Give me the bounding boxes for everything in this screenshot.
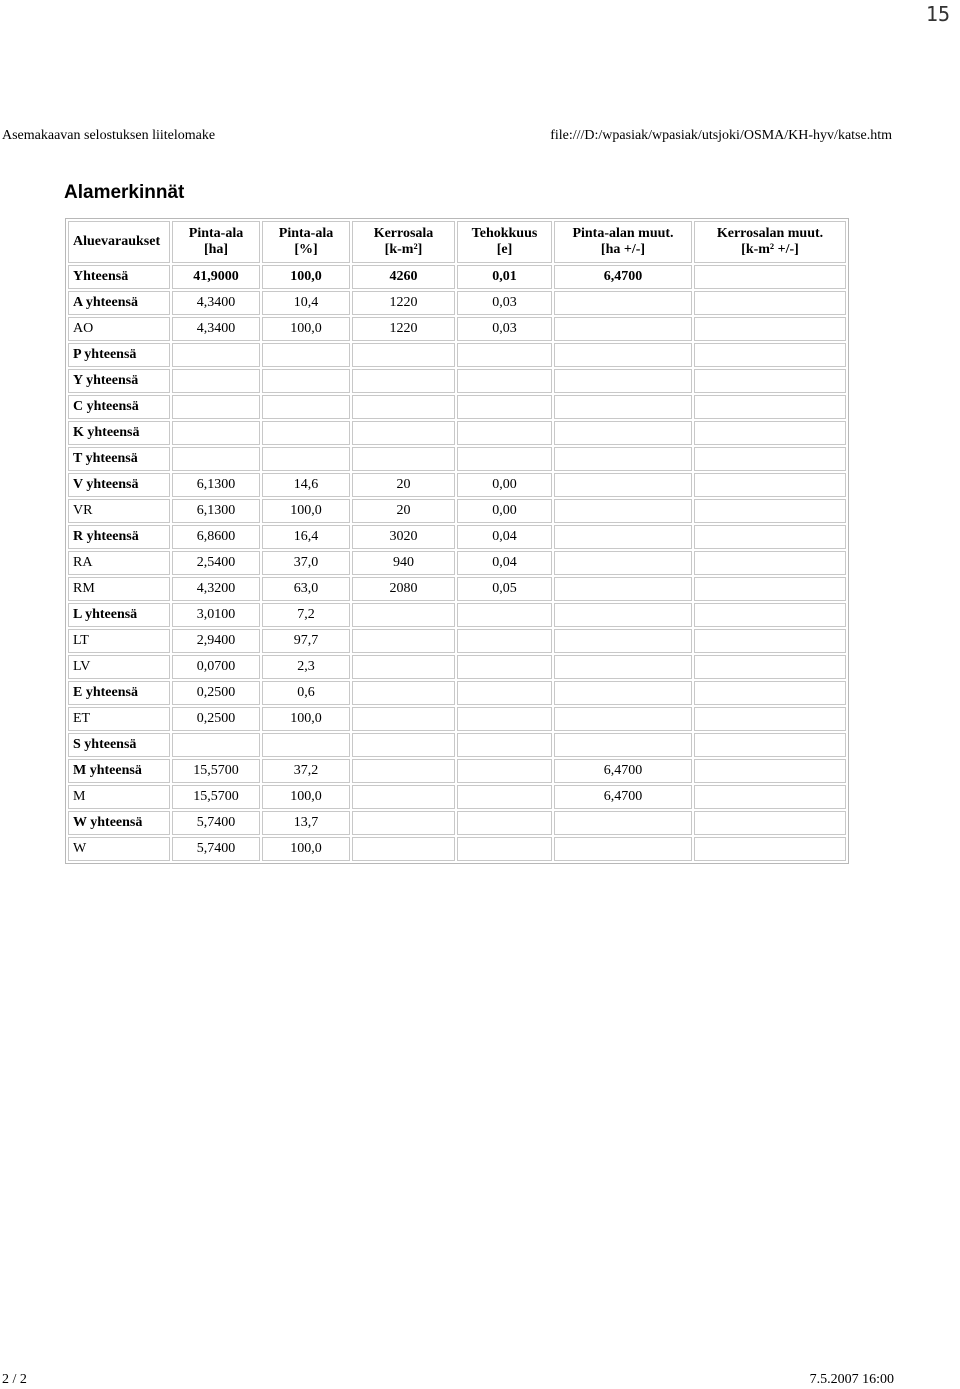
table-cell: [352, 733, 455, 757]
row-label: ET: [68, 707, 170, 731]
table-row: [68, 395, 846, 419]
table-cell: [352, 655, 455, 679]
table-cell: [694, 447, 846, 471]
column-header-line: [k-m² +/-]: [741, 242, 799, 257]
table-row: [68, 577, 846, 601]
table-cell: [352, 395, 455, 419]
table-cell: [554, 395, 692, 419]
table-row: [68, 473, 846, 497]
table-cell: [262, 447, 350, 471]
table-cell: 0,00: [457, 473, 552, 497]
table-cell: [352, 785, 455, 809]
table-cell: [457, 681, 552, 705]
table-cell: 100,0: [262, 499, 350, 523]
column-header-line: [%]: [294, 242, 318, 257]
table-cell: 63,0: [262, 577, 350, 601]
table-cell: [554, 629, 692, 653]
table-cell: [457, 759, 552, 783]
table-cell: [262, 343, 350, 367]
row-label: AO: [68, 317, 170, 341]
table-cell: 15,5700: [172, 785, 260, 809]
column-header-line: Tehokkuus: [471, 226, 538, 241]
table-cell: 100,0: [262, 707, 350, 731]
table-cell: [172, 447, 260, 471]
table-cell: [457, 395, 552, 419]
table-cell: 2,5400: [172, 551, 260, 575]
table-cell: [694, 759, 846, 783]
table-cell: 37,0: [262, 551, 350, 575]
table-cell: [352, 759, 455, 783]
row-label: T yhteensä: [68, 447, 170, 471]
row-label: S yhteensä: [68, 733, 170, 757]
land-use-table: [65, 218, 849, 864]
row-label: VR: [68, 499, 170, 523]
table-cell: [457, 603, 552, 627]
table-cell: [694, 577, 846, 601]
column-header-line: [e]: [496, 242, 513, 257]
table-cell: [172, 733, 260, 757]
row-label: L yhteensä: [68, 603, 170, 627]
table-cell: [694, 785, 846, 809]
table-cell: [694, 265, 846, 289]
table-cell: [694, 525, 846, 549]
table-cell: [457, 343, 552, 367]
table-cell: 1220: [352, 317, 455, 341]
table-cell: [352, 811, 455, 835]
table-cell: 0,6: [262, 681, 350, 705]
table-cell: 0,0700: [172, 655, 260, 679]
table-cell: 37,2: [262, 759, 350, 783]
table-row: [68, 629, 846, 653]
table-cell: 16,4: [262, 525, 350, 549]
table-row: [68, 447, 846, 471]
table-cell: [554, 369, 692, 393]
table-cell: [694, 733, 846, 757]
table-row: [68, 317, 846, 341]
table-cell: [554, 655, 692, 679]
row-label: E yhteensä: [68, 681, 170, 705]
row-label: V yhteensä: [68, 473, 170, 497]
table-cell: [554, 447, 692, 471]
table-cell: [352, 681, 455, 705]
table-cell: [554, 837, 692, 861]
table-cell: [457, 369, 552, 393]
column-header-line: [ha]: [203, 242, 229, 257]
row-label: LT: [68, 629, 170, 653]
page-number: 15: [925, 2, 950, 26]
table-row: [68, 421, 846, 445]
row-label: K yhteensä: [68, 421, 170, 445]
table-row: [68, 655, 846, 679]
table-cell: [172, 395, 260, 419]
column-header: [172, 221, 260, 263]
table-cell: 6,4700: [554, 759, 692, 783]
table-cell: [694, 629, 846, 653]
table-row: [68, 343, 846, 367]
table-cell: [352, 603, 455, 627]
table-cell: [262, 395, 350, 419]
table-row: [68, 837, 846, 861]
table-cell: [554, 733, 692, 757]
table-cell: [352, 707, 455, 731]
table-cell: [694, 421, 846, 445]
row-label: W yhteensä: [68, 811, 170, 835]
table-cell: 0,05: [457, 577, 552, 601]
table-cell: 6,8600: [172, 525, 260, 549]
table-cell: [352, 837, 455, 861]
table-cell: [694, 707, 846, 731]
column-header-line: Kerrosala: [373, 226, 434, 241]
table-cell: 0,00: [457, 499, 552, 523]
table-row: [68, 785, 846, 809]
table-cell: 4,3400: [172, 291, 260, 315]
table-cell: [352, 629, 455, 653]
table-cell: 14,6: [262, 473, 350, 497]
table-cell: [554, 473, 692, 497]
table-cell: [352, 447, 455, 471]
column-header-line: Aluevaraukset: [73, 234, 161, 249]
table-row: [68, 603, 846, 627]
table-cell: 41,9000: [172, 265, 260, 289]
table-cell: [694, 681, 846, 705]
table-cell: [554, 291, 692, 315]
table-cell: 100,0: [262, 265, 350, 289]
table-cell: [457, 811, 552, 835]
table-cell: 13,7: [262, 811, 350, 835]
table-row: [68, 733, 846, 757]
table-row: [68, 291, 846, 315]
row-label: R yhteensä: [68, 525, 170, 549]
table-cell: 6,1300: [172, 499, 260, 523]
row-label: A yhteensä: [68, 291, 170, 315]
table-cell: 6,1300: [172, 473, 260, 497]
table-cell: [554, 811, 692, 835]
table-cell: [694, 655, 846, 679]
table-cell: 0,04: [457, 551, 552, 575]
table-cell: 20: [352, 499, 455, 523]
table-cell: 0,2500: [172, 681, 260, 705]
table-cell: 2080: [352, 577, 455, 601]
column-header-line: Pinta-ala: [188, 226, 244, 241]
table-cell: [554, 317, 692, 341]
table-cell: 4,3200: [172, 577, 260, 601]
table-cell: 10,4: [262, 291, 350, 315]
table-cell: 0,01: [457, 265, 552, 289]
table-cell: [457, 655, 552, 679]
table-cell: 0,03: [457, 291, 552, 315]
table-row: [68, 681, 846, 705]
column-header-line: Kerrosalan muut.: [716, 226, 824, 241]
column-header: [554, 221, 692, 263]
document-title: Asemakaavan selostuksen liitelomake: [2, 128, 216, 143]
table-cell: [457, 785, 552, 809]
table-row: [68, 499, 846, 523]
row-label: W: [68, 837, 170, 861]
table-header-row: [68, 221, 846, 263]
table-cell: 100,0: [262, 837, 350, 861]
table-cell: 0,04: [457, 525, 552, 549]
table-cell: 0,03: [457, 317, 552, 341]
row-label: C yhteensä: [68, 395, 170, 419]
table-cell: [554, 707, 692, 731]
row-label: LV: [68, 655, 170, 679]
table-cell: [352, 343, 455, 367]
table-cell: [457, 707, 552, 731]
table-cell: 15,5700: [172, 759, 260, 783]
table-cell: 5,7400: [172, 837, 260, 861]
table-cell: [554, 421, 692, 445]
table-cell: [172, 421, 260, 445]
table-cell: [554, 525, 692, 549]
column-header-line: [k-m²]: [384, 242, 423, 257]
table-cell: [262, 421, 350, 445]
table-cell: 100,0: [262, 785, 350, 809]
table-cell: 97,7: [262, 629, 350, 653]
table-cell: 20: [352, 473, 455, 497]
table-cell: [694, 369, 846, 393]
table-cell: [457, 447, 552, 471]
row-label: M yhteensä: [68, 759, 170, 783]
table-cell: [262, 369, 350, 393]
column-header: [457, 221, 552, 263]
table-cell: [172, 369, 260, 393]
file-url: file:///D:/wpasiak/wpasiak/utsjoki/OSMA/KH-hyv/katse.htm: [550, 128, 892, 143]
column-header-line: Pinta-ala: [278, 226, 334, 241]
table-body: [68, 265, 846, 861]
print-footer: [2, 1372, 894, 1388]
table-cell: 100,0: [262, 317, 350, 341]
table-cell: 6,4700: [554, 265, 692, 289]
page-count: 2 / 2: [2, 1372, 27, 1387]
table-cell: [694, 317, 846, 341]
table-row: [68, 551, 846, 575]
table-cell: 4,3400: [172, 317, 260, 341]
table-cell: [554, 603, 692, 627]
row-label: Yhteensä: [68, 265, 170, 289]
table-cell: [554, 577, 692, 601]
table-cell: 2,3: [262, 655, 350, 679]
table-cell: 3020: [352, 525, 455, 549]
column-header: [68, 221, 170, 263]
table-row: [68, 369, 846, 393]
table-cell: [352, 369, 455, 393]
column-header: [694, 221, 846, 263]
table-cell: 6,4700: [554, 785, 692, 809]
table-cell: [694, 551, 846, 575]
table-cell: 940: [352, 551, 455, 575]
column-header: [352, 221, 455, 263]
print-date: 7.5.2007 16:00: [809, 1372, 894, 1387]
table-row: [68, 707, 846, 731]
table-cell: 0,2500: [172, 707, 260, 731]
table-cell: [457, 629, 552, 653]
column-header-line: [ha +/-]: [600, 242, 646, 257]
table-row: [68, 759, 846, 783]
row-label: Y yhteensä: [68, 369, 170, 393]
table-cell: 7,2: [262, 603, 350, 627]
table-cell: [554, 499, 692, 523]
table-row: [68, 811, 846, 835]
table-row: [68, 525, 846, 549]
column-header: [262, 221, 350, 263]
table-cell: [694, 811, 846, 835]
table-cell: 2,9400: [172, 629, 260, 653]
table-cell: [694, 395, 846, 419]
table-cell: [694, 291, 846, 315]
table-cell: [694, 603, 846, 627]
table-cell: 1220: [352, 291, 455, 315]
table-cell: [172, 343, 260, 367]
table-cell: [694, 473, 846, 497]
table-cell: [262, 733, 350, 757]
table-cell: [694, 343, 846, 367]
table-cell: 5,7400: [172, 811, 260, 835]
table-cell: 3,0100: [172, 603, 260, 627]
section-title: Alamerkinnät: [64, 182, 185, 203]
row-label: M: [68, 785, 170, 809]
table-cell: [457, 837, 552, 861]
row-label: RA: [68, 551, 170, 575]
table-cell: [554, 551, 692, 575]
table-cell: [694, 837, 846, 861]
table-row: [68, 265, 846, 289]
column-header-line: Pinta-alan muut.: [572, 226, 674, 241]
row-label: RM: [68, 577, 170, 601]
row-label: P yhteensä: [68, 343, 170, 367]
table-cell: [457, 733, 552, 757]
table-cell: [694, 499, 846, 523]
table-cell: [352, 421, 455, 445]
table-cell: 4260: [352, 265, 455, 289]
print-header: [2, 128, 892, 144]
table-cell: [457, 421, 552, 445]
table-cell: [554, 343, 692, 367]
table-cell: [554, 681, 692, 705]
